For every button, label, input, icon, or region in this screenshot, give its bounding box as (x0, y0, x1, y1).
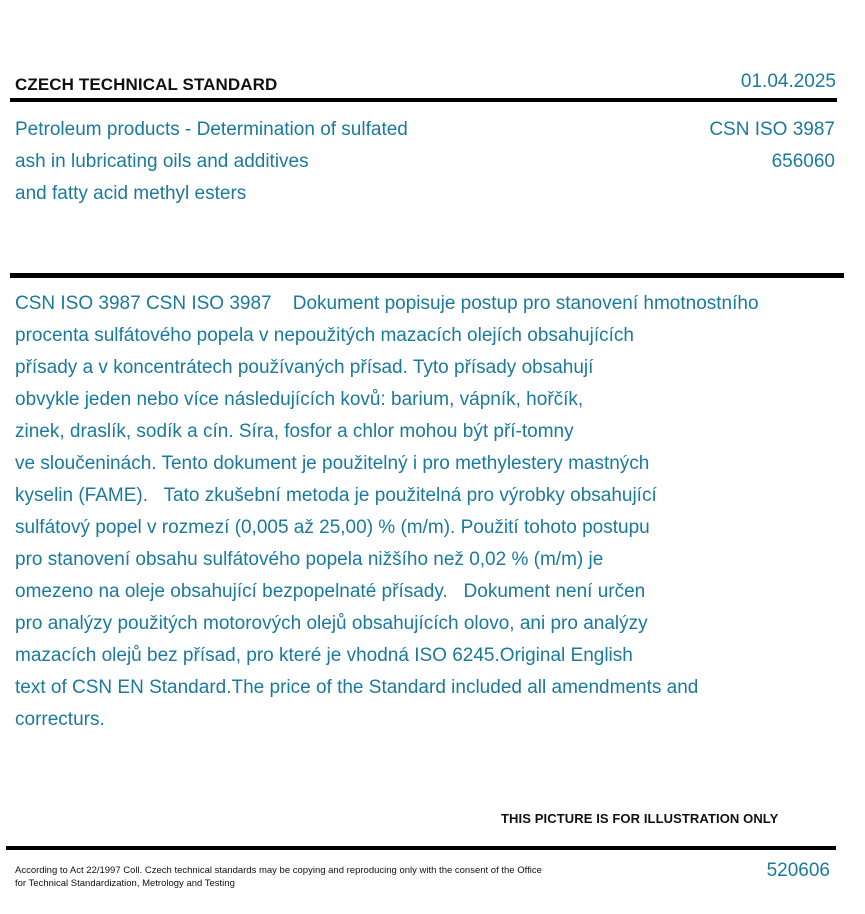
header-divider (10, 98, 837, 102)
abstract-line: CSN ISO 3987 CSN ISO 3987 Dokument popisuje postup pro stanovení hmotnostního (15, 293, 759, 314)
classification-code: 656060 (771, 151, 835, 172)
abstract-line: text of CSN EN Standard.The price of the Standard included all amendments and (15, 677, 699, 698)
document-type-label: CZECH TECHNICAL STANDARD (15, 75, 278, 94)
abstract-line: sulfátový popel v rozmezí (0,005 až 25,00) % (m/m). Použití tohoto postupu (15, 517, 650, 538)
legal-notice (15, 864, 595, 890)
legal-line: for Technical Standardization, Metrology and Testing (15, 878, 235, 889)
abstract-line: pro analýzy použitých motorových olejů obsahujících olovo, ani pro analýzy (15, 613, 648, 634)
abstract-line: procenta sulfátového popela v nepoužitých mazacích olejích obsahujících (15, 325, 634, 346)
abstract-line: kyselin (FAME). Tato zkušební metoda je použitelná pro výrobky obsahující (15, 485, 657, 506)
title-line: Petroleum products - Determination of sulfated (15, 119, 408, 140)
abstract-line: correcturs. (15, 709, 105, 730)
legal-line: According to Act 22/1997 Coll. Czech technical standards may be copying and reproducing only with the consent of the Office (15, 865, 542, 876)
standard-codes (709, 114, 835, 178)
standard-title (15, 114, 575, 210)
abstract-line: mazacích olejů bez přísad, pro které je vhodná ISO 6245.Original English (15, 645, 633, 666)
abstract-line: obvykle jeden nebo více následujících kovů: barium, vápník, hořčík, (15, 389, 584, 410)
document-date: 01.04.2025 (740, 71, 836, 92)
abstract-line: přísady a v koncentrátech používaných přísad. Tyto přísady obsahují (15, 357, 594, 378)
title-line: and fatty acid methyl esters (15, 183, 247, 204)
title-line: ash in lubricating oils and additives (15, 151, 309, 172)
footer-divider (6, 846, 836, 850)
abstract-line: zinek, draslík, sodík a cín. Síra, fosfor a chlor mohou být pří-tomny (15, 421, 574, 442)
abstract-text (15, 288, 860, 736)
footer-code: 520606 (766, 860, 830, 881)
abstract-line: pro stanovení obsahu sulfátového popela nižšího než 0,02 % (m/m) je (15, 549, 604, 570)
abstract-line: omezeno na oleje obsahující bezpopelnaté přísady. Dokument není určen (15, 581, 646, 602)
title-divider (10, 273, 844, 278)
standard-designation: CSN ISO 3987 (709, 119, 835, 140)
abstract-line: ve sloučeninách. Tento dokument je použitelný i pro methylestery mastných (15, 453, 650, 474)
illustration-note: THIS PICTURE IS FOR ILLUSTRATION ONLY (501, 811, 779, 826)
